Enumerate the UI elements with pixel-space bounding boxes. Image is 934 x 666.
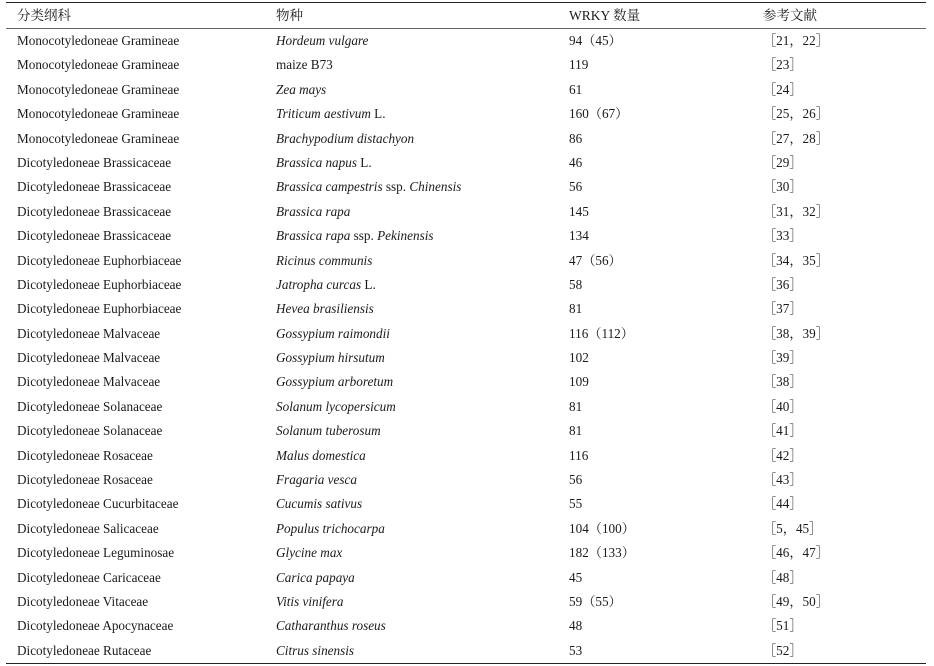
table-row [6,346,926,370]
table-row [6,395,926,419]
classification-cell: Dicotyledoneae Brassicaceae [17,179,172,195]
wrky-count-cell: 160（67） [569,106,629,122]
references-cell: ［24］ [763,81,803,97]
header-wrky-count: WRKY 数量 [569,8,641,23]
species-segment: Fragaria vesca [276,472,357,488]
species-cell [276,590,344,614]
wrky-table [6,2,926,664]
wrky-count-cell: 182（133） [569,545,635,561]
table-row [6,127,926,151]
species-cell [276,395,396,419]
species-segment: L. [361,276,376,292]
wrky-count-cell: 59（55） [569,593,622,609]
table-row [6,566,926,590]
classification-cell: Dicotyledoneae Rutaceae [17,642,152,658]
table-row [6,590,926,614]
classification-cell: Monocotyledoneae Gramineae [17,57,180,73]
references-cell: ［38，39］ [763,325,829,341]
classification-cell: Dicotyledoneae Cucurbitaceae [17,496,179,512]
table-row [6,614,926,638]
classification-cell: Dicotyledoneae Malvaceae [17,374,161,390]
references-cell: ［52］ [763,642,803,658]
references-cell: ［51］ [763,618,803,634]
references-cell: ［46，47］ [763,545,829,561]
species-cell [276,127,414,151]
wrky-count-cell: 45 [569,569,583,585]
header-references: 参考文献 [763,8,817,23]
wrky-count-cell: 116（112） [569,325,634,341]
species-segment: Brachypodium distachyon [276,130,415,146]
classification-cell: Dicotyledoneae Leguminosae [17,545,175,561]
species-cell [276,224,434,248]
classification-cell: Dicotyledoneae Vitaceae [17,593,149,609]
species-segment: Ricinus communis [276,252,373,268]
wrky-count-cell: 47（56） [569,252,622,268]
references-cell: ［23］ [763,57,803,73]
wrky-count-cell: 58 [569,276,583,292]
classification-cell: Dicotyledoneae Euphorbiaceae [17,301,182,317]
table-row [6,517,926,541]
wrky-count-cell: 119 [569,57,589,73]
species-segment: Triticum aestivum [276,106,371,122]
table-body [6,29,926,663]
references-cell: ［36］ [763,276,803,292]
species-segment: Chinensis [409,179,462,195]
wrky-count-cell: 102 [569,350,589,366]
species-segment: Vitis vinifera [276,593,344,609]
species-cell [276,419,381,443]
wrky-count-cell: 94（45） [569,33,622,48]
table-row [6,444,926,468]
species-cell [276,370,393,394]
table-row [6,151,926,175]
species-cell [276,151,372,175]
species-cell [276,346,385,370]
species-cell [276,541,342,565]
classification-cell: Dicotyledoneae Rosaceae [17,447,153,463]
wrky-count-cell: 53 [569,642,583,658]
bottom-rule [6,663,926,664]
table-row [6,297,926,321]
wrky-count-cell: 81 [569,423,583,439]
species-cell [276,614,386,638]
header-classification: 分类纲科 [17,8,71,23]
species-cell [276,249,372,273]
species-segment: Citrus sinensis [276,642,355,658]
references-cell: ［43］ [763,472,803,488]
species-segment: Carica papaya [276,569,355,585]
species-segment: Catharanthus roseus [276,618,386,634]
table-row [6,468,926,492]
table-row [6,78,926,102]
species-segment: Solanum tuberosum [276,423,381,439]
species-segment: Gossypium arboretum [276,374,394,390]
classification-cell: Dicotyledoneae Rosaceae [17,472,153,488]
wrky-count-cell: 145 [569,203,589,219]
classification-cell: Dicotyledoneae Caricaceae [17,569,161,585]
table-row [6,29,926,53]
species-cell [276,273,376,297]
classification-cell: Monocotyledoneae Gramineae [17,106,180,122]
wrky-count-cell: 116 [569,447,589,463]
species-cell [276,53,333,77]
wrky-count-cell: 61 [569,81,583,97]
species-cell [276,322,390,346]
references-cell: ［30］ [763,179,803,195]
table-row [6,102,926,126]
species-cell [276,175,461,199]
references-cell: ［42］ [763,447,803,463]
references-cell: ［40］ [763,398,803,414]
species-segment: Glycine max [276,545,343,561]
references-cell: ［29］ [763,154,803,170]
species-segment: L. [356,154,372,170]
species-cell [276,297,374,321]
references-cell: ［44］ [763,496,803,512]
table-row [6,53,926,77]
table-row [6,322,926,346]
references-cell: ［27，28］ [763,130,829,146]
references-cell: ［39］ [763,350,803,366]
species-segment: Gossypium hirsutum [276,350,385,366]
species-cell [276,78,326,102]
species-segment: L. [370,106,386,122]
species-segment: Hordeum vulgare [276,33,369,48]
wrky-count-cell: 134 [569,228,589,244]
classification-cell: Dicotyledoneae Euphorbiaceae [17,276,182,292]
wrky-count-cell: 56 [569,472,583,488]
species-segment: Brassica napus [276,154,357,170]
table-row [6,249,926,273]
wrky-count-cell: 55 [569,496,583,512]
wrky-count-cell: 81 [569,398,583,414]
classification-cell: Monocotyledoneae Gramineae [17,81,180,97]
wrky-count-cell: 46 [569,154,583,170]
table-row [6,370,926,394]
table-row [6,273,926,297]
species-segment: Hevea brasiliensis [276,301,374,317]
species-segment: Jatropha curcas [276,276,362,292]
species-segment: Brassica rapa [276,228,351,244]
species-segment: Cucumis sativus [276,496,363,512]
wrky-count-cell: 86 [569,130,583,146]
classification-cell: Monocotyledoneae Gramineae [17,130,180,146]
species-segment: Pekinensis [377,228,434,244]
species-cell [276,639,354,663]
references-cell: ［34，35］ [763,252,829,268]
species-segment: Solanum lycopersicum [276,398,396,414]
references-cell: ［25，26］ [763,106,829,122]
species-segment: Brassica campestris [276,179,383,195]
species-segment: Malus domestica [276,447,366,463]
header-row [6,3,926,28]
species-cell [276,566,355,590]
wrky-count-cell: 56 [569,179,583,195]
references-cell: ［31，32］ [763,203,829,219]
table-row [6,541,926,565]
species-segment: Zea mays [276,81,327,97]
species-cell [276,200,350,224]
classification-cell: Dicotyledoneae Brassicaceae [17,154,172,170]
table-row [6,175,926,199]
references-cell: ［21，22］ [763,33,829,48]
references-cell: ［38］ [763,374,803,390]
classification-cell: Monocotyledoneae Gramineae [17,33,180,48]
species-segment: Brassica rapa [276,203,351,219]
species-segment: ssp. [382,179,410,195]
species-cell [276,444,366,468]
classification-cell: Dicotyledoneae Solanaceae [17,398,163,414]
classification-cell: Dicotyledoneae Malvaceae [17,350,161,366]
references-cell: ［41］ [763,423,803,439]
table-row [6,639,926,663]
species-segment: Populus trichocarpa [276,520,385,536]
species-cell [276,29,368,53]
classification-cell: Dicotyledoneae Brassicaceae [17,203,172,219]
classification-cell: Dicotyledoneae Malvaceae [17,325,161,341]
classification-cell: Dicotyledoneae Euphorbiaceae [17,252,182,268]
table-row [6,492,926,516]
wrky-count-cell: 104（100） [569,520,635,536]
wrky-count-cell: 48 [569,618,583,634]
classification-cell: Dicotyledoneae Solanaceae [17,423,163,439]
species-segment: Gossypium raimondii [276,325,390,341]
table-row [6,419,926,443]
references-cell: ［49，50］ [763,593,829,609]
species-cell [276,517,385,541]
header-species: 物种 [276,8,303,23]
references-cell: ［37］ [763,301,803,317]
classification-cell: Dicotyledoneae Apocynaceae [17,618,174,634]
species-cell [276,468,357,492]
wrky-count-cell: 81 [569,301,583,317]
references-cell: ［5，45］ [763,520,823,536]
species-cell [276,492,362,516]
references-cell: ［33］ [763,228,803,244]
classification-cell: Dicotyledoneae Salicaceae [17,520,159,536]
wrky-count-cell: 109 [569,374,589,390]
table-row [6,200,926,224]
species-cell [276,102,386,126]
table-row [6,224,926,248]
species-segment: ssp. [350,228,378,244]
species-segment: maize B73 [276,57,333,73]
classification-cell: Dicotyledoneae Brassicaceae [17,228,172,244]
references-cell: ［48］ [763,569,803,585]
